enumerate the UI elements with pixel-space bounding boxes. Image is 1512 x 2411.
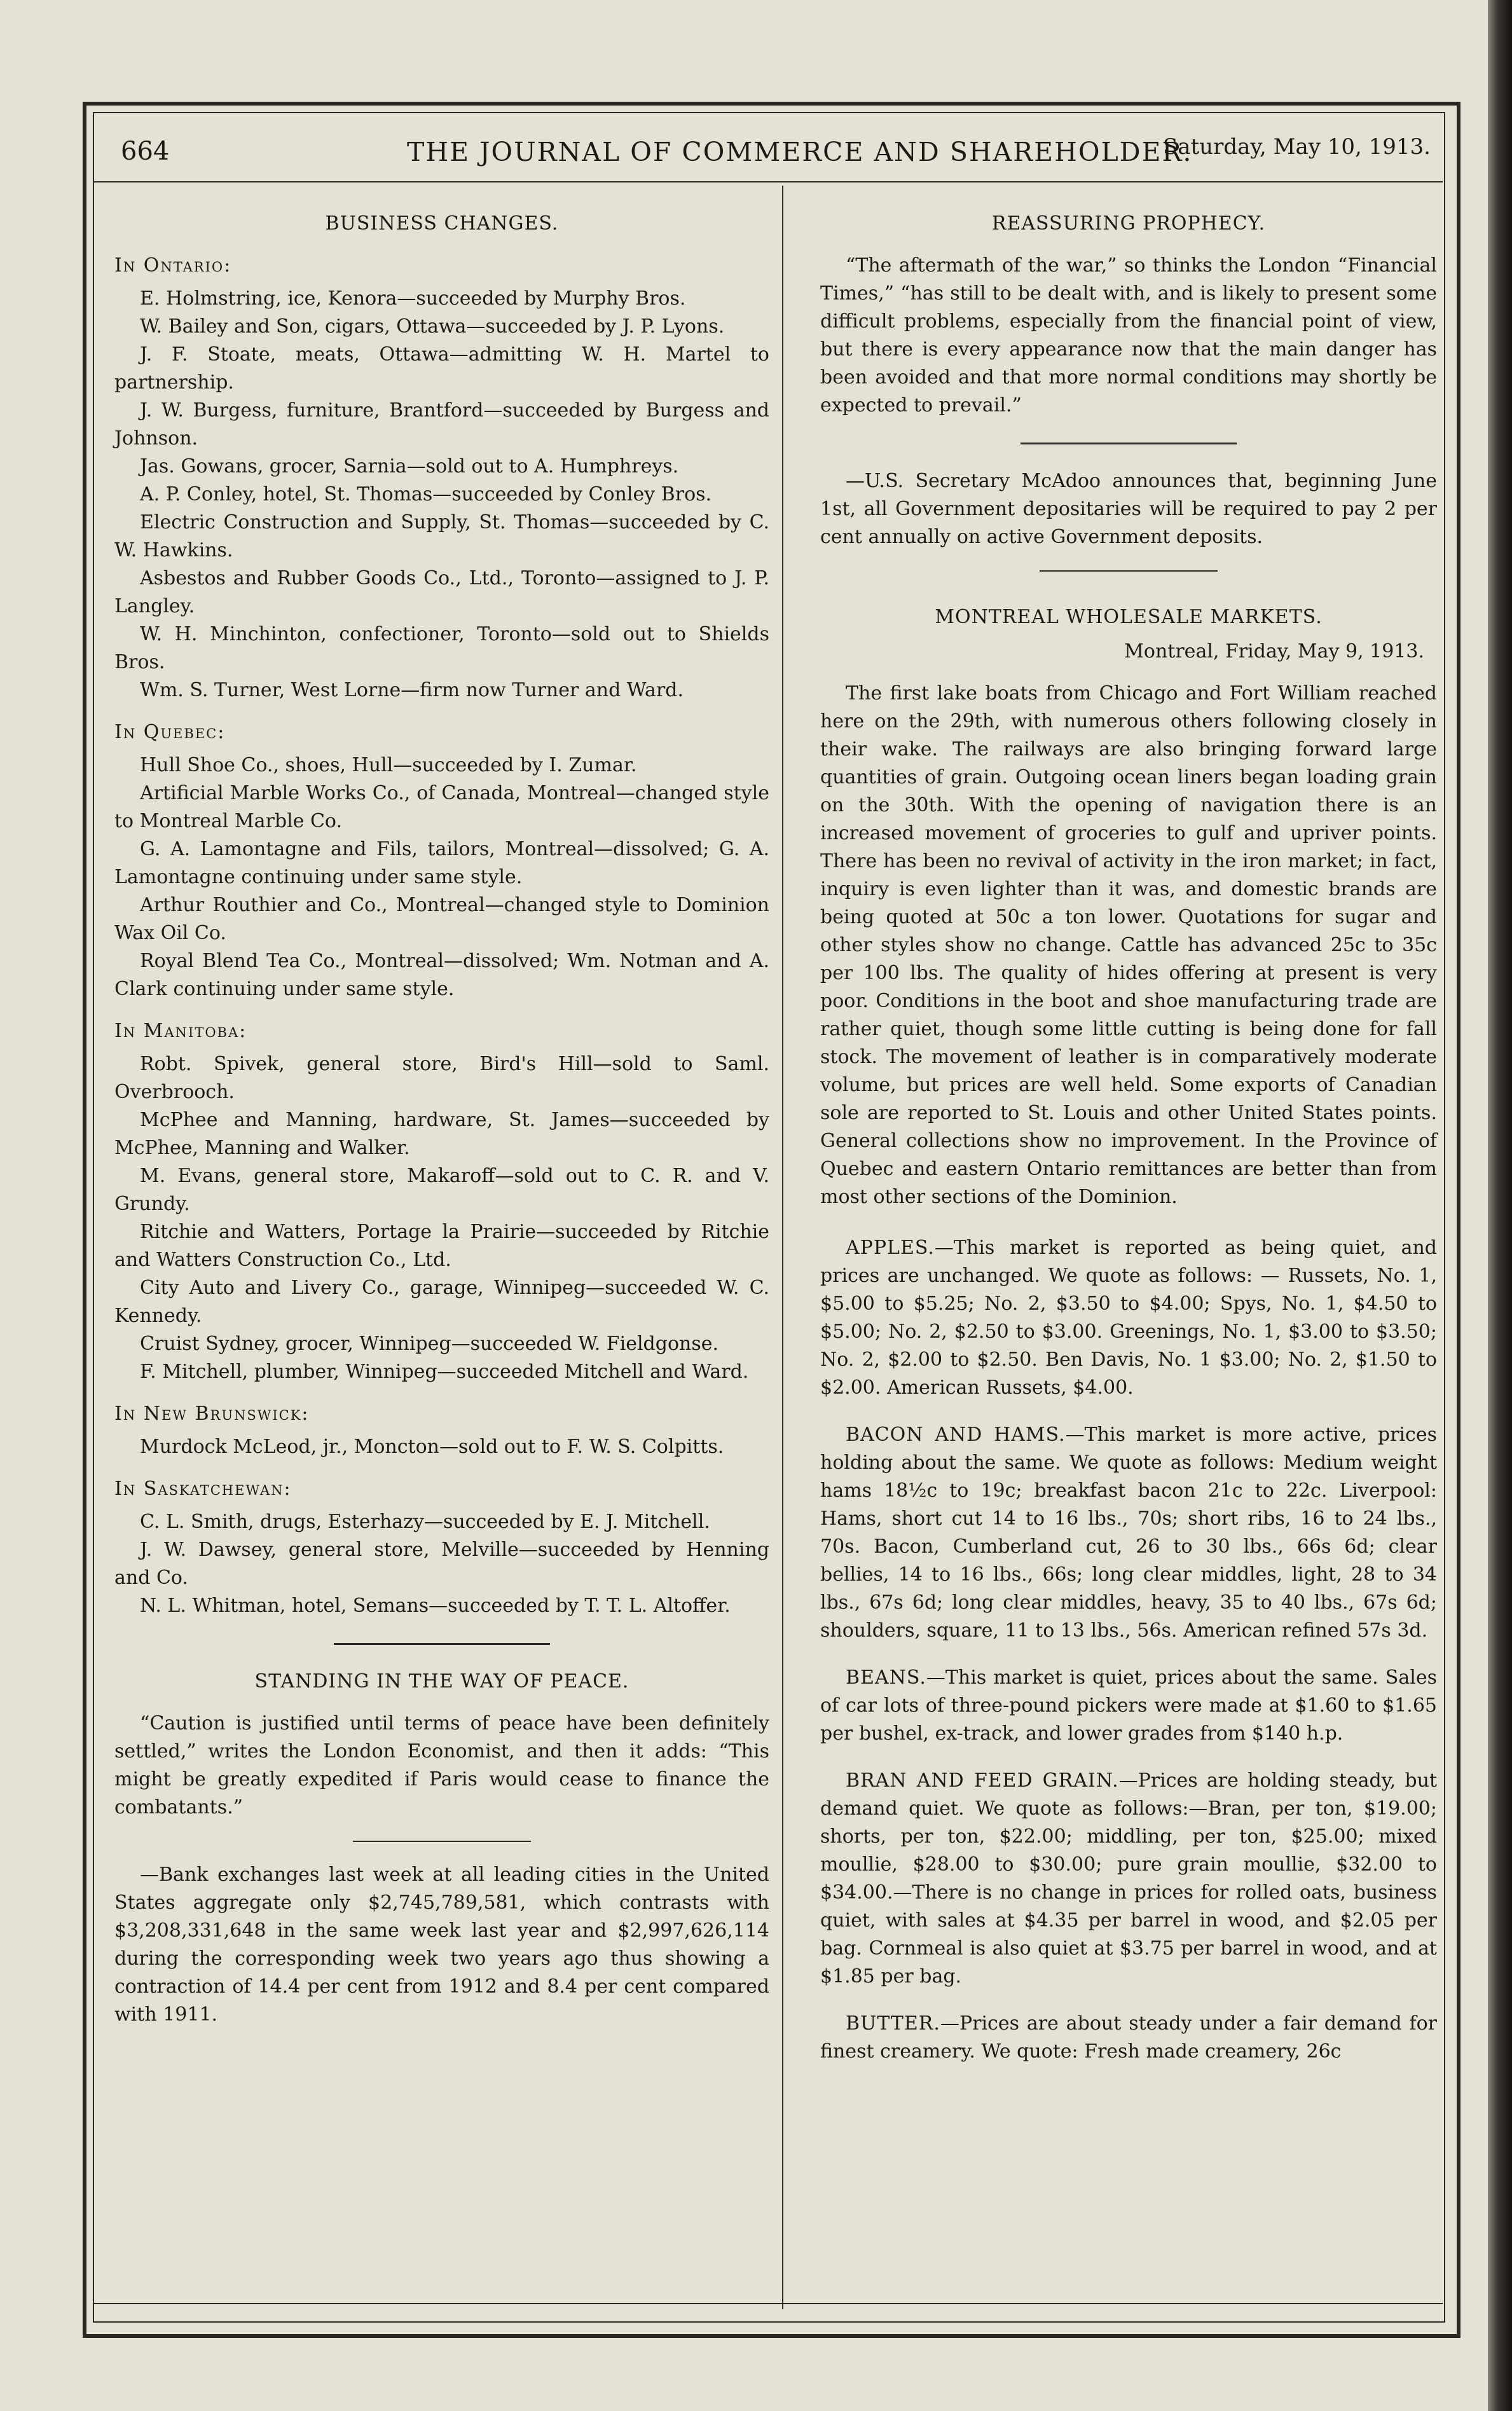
market-item xyxy=(820,1767,1437,1991)
issue-date: Saturday, May 10, 1913. xyxy=(1162,134,1431,160)
province-heading: In Saskatchewan: xyxy=(114,1478,292,1500)
business-change-entry: G. A. Lamontagne and Fils, tailors, Montreal—dissolved; G. A. Lamontagne continuing under same style. xyxy=(114,838,769,888)
business-change-entry: W. H. Minchinton, confectioner, Toronto—sold out to Shields Bros. xyxy=(114,623,769,673)
section-rule xyxy=(353,1841,531,1842)
business-changes-sections xyxy=(114,252,769,1620)
business-change-entry: Arthur Routhier and Co., Montreal—changed style to Dominion Wax Oil Co. xyxy=(114,894,769,944)
masthead-title: THE JOURNAL OF COMMERCE AND SHAREHOLDER. xyxy=(407,137,1193,167)
right-column xyxy=(788,203,1437,2085)
business-change-entry: N. L. Whitman, hotel, Semans—succeeded by T. T. L. Altoffer. xyxy=(140,1595,731,1617)
bank-exchanges-body: —Bank exchanges last week at all leading cities in the United States aggregate only $2,745,789,581, which contrasts with $3,208,331,648 in the same week last year and $2,997,626,114 during the corresponding week two years ago thus showing a contraction of 14.4 per cent from 1912 and 8.4 per cent compared with 1911. xyxy=(114,1864,769,2026)
market-item-text: —This market is quiet, prices about the same. Sales of car lots of three-pound pickers were made at $1.60 to $1.65 per bushel, ex-track, and lower grades from $140 h.p. xyxy=(820,1666,1437,1745)
section-rule xyxy=(1040,570,1218,572)
market-item-heading: BUTTER. xyxy=(846,2012,940,2035)
page-header xyxy=(102,130,1437,175)
province-heading: In Manitoba: xyxy=(114,1020,247,1042)
reassuring-prophecy-body: “The aftermath of the war,” so thinks the London “Financial Times,” “has still to be dealt with, and is likely to present some difficult problems, especially from the financial point of view, but there is every appearance now that the main danger has been avoided and that more normal conditions may shortly be expected to prevail.” xyxy=(820,254,1437,416)
business-change-entry: M. Evans, general store, Makaroff—sold out to C. R. and V. Grundy. xyxy=(114,1165,769,1215)
markets-dateline: Montreal, Friday, May 9, 1913. xyxy=(1124,640,1424,663)
mcadoo-notice: —U.S. Secretary McAdoo announces that, beginning June 1st, all Government depositaries will be required to pay 2 per cent annually on active Government deposits. xyxy=(820,470,1437,548)
business-change-entry: Wm. S. Turner, West Lorne—firm now Turner and Ward. xyxy=(140,679,684,701)
business-change-entry: Jas. Gowans, grocer, Sarnia—sold out to A. Humphreys. xyxy=(140,455,679,477)
business-change-entry: F. Mitchell, plumber, Winnipeg—succeeded Mitchell and Ward. xyxy=(140,1361,749,1383)
business-change-entry: A. P. Conley, hotel, St. Thomas—succeeded by Conley Bros. xyxy=(140,483,712,505)
business-change-entry: Cruist Sydney, grocer, Winnipeg—succeeded W. Fieldgonse. xyxy=(140,1333,719,1355)
reassuring-prophecy-title: REASSURING PROPHECY. xyxy=(991,212,1266,235)
business-change-entry: Ritchie and Watters, Portage la Prairie—succeeded by Ritchie and Watters Construction Co., Ltd. xyxy=(114,1221,769,1271)
book-spine-shadow xyxy=(1488,0,1512,2411)
market-item xyxy=(820,2010,1437,2066)
market-item-heading: BACON AND HAMS. xyxy=(846,1424,1066,1446)
market-item-heading: BRAN AND FEED GRAIN. xyxy=(846,1769,1119,1792)
column-divider xyxy=(782,186,783,2309)
business-change-entry: McPhee and Manning, hardware, St. James—succeeded by McPhee, Manning and Walker. xyxy=(114,1109,769,1159)
market-item xyxy=(820,1234,1437,1402)
province-heading: In Ontario: xyxy=(114,254,232,277)
market-item-text: —This market is reported as being quiet, and prices are unchanged. We quote as follows: — Russets, No. 1, $5.00 to $5.25; No. 2, $3.50 to $4.00; Spys, No. 1, $4.50 to $5.00; No. 2, $2.50 to $3.00. Greenings, No. 1, $3.00 to $3.50; No. 2, $2.00 to $2.50. Ben Davis, No. 1 $3.00; No. 2, $1.50 to $2.00. American Russets, $4.00. xyxy=(820,1237,1437,1399)
business-change-entry: Robt. Spivek, general store, Bird's Hill—sold to Saml. Overbrooch. xyxy=(114,1053,769,1103)
market-item-text: —Prices are about steady under a fair demand for finest creamery. We quote: Fresh made creamery, 26c xyxy=(820,2012,1437,2063)
markets-title: MONTREAL WHOLESALE MARKETS. xyxy=(935,606,1323,628)
business-change-entry: E. Holmstring, ice, Kenora—succeeded by Murphy Bros. xyxy=(140,287,686,310)
business-change-entry: C. L. Smith, drugs, Esterhazy—succeeded by E. J. Mitchell. xyxy=(140,1511,710,1533)
market-item-text: —Prices are holding steady, but demand quiet. We quote as follows:—Bran, per ton, $19.00; shorts, per ton, $22.00; middling, per ton, $25.00; mixed moullie, $28.00 to $30.00; pure grain moullie, $32.00 to $34.00.—There is no change in prices for rolled oats, business quiet, with sales at $4.35 per barrel in wood, and $2.05 per bag. Cornmeal is also quiet at $3.75 per barrel in wood, and at $1.85 per bag. xyxy=(820,1769,1437,1988)
market-item-heading: APPLES. xyxy=(846,1237,935,1259)
business-changes-title: BUSINESS CHANGES. xyxy=(325,212,559,235)
business-change-entry: Murdock McLeod, jr., Moncton—sold out to F. W. S. Colpitts. xyxy=(140,1436,724,1458)
business-change-entry: Electric Construction and Supply, St. Thomas—succeeded by C. W. Hawkins. xyxy=(114,511,769,561)
section-rule xyxy=(334,1643,550,1645)
business-change-entry: W. Bailey and Son, cigars, Ottawa—succeeded by J. P. Lyons. xyxy=(140,315,725,338)
market-items xyxy=(820,1234,1437,2066)
business-change-entry: City Auto and Livery Co., garage, Winnipeg—succeeded W. C. Kennedy. xyxy=(114,1277,769,1327)
standing-in-way-body: “Caution is justified until terms of peace have been definitely settled,” writes the London Economist, and then it adds: “This might be greatly expedited if Paris would cease to finance the combatants.” xyxy=(114,1712,769,1818)
province-heading: In Quebec: xyxy=(114,721,226,743)
business-change-entry: Royal Blend Tea Co., Montreal—dissolved; Wm. Notman and A. Clark continuing under same style. xyxy=(114,950,769,1000)
business-change-entry: Hull Shoe Co., shoes, Hull—succeeded by I. Zumar. xyxy=(140,754,637,776)
standing-in-way-title: STANDING IN THE WAY OF PEACE. xyxy=(254,1670,629,1693)
market-item xyxy=(820,1664,1437,1748)
business-change-entry: J. F. Stoate, meats, Ottawa—admitting W. H. Martel to partnership. xyxy=(114,343,769,394)
market-item-text: —This market is more active, prices holding about the same. We quote as follows: Medium weight hams 18½c to 19c; breakfast bacon 21c to 22c. Liverpool: Hams, short cut 14 to 16 lbs., 70s; short ribs, 16 to 24 lbs., 70s. Bacon, Cumberland cut, 26 to 30 lbs., 66s 6d; clear bellies, 14 to 16 lbs., 66s; long clear middles, light, 28 to 34 lbs., 67s 6d; long clear middles, heavy, 35 to 40 lbs., 67s 6d; shoulders, square, 11 to 13 lbs., 56s. American refined 57s 3d. xyxy=(820,1424,1437,1642)
market-item-heading: BEANS. xyxy=(846,1666,926,1689)
section-rule xyxy=(1021,443,1237,444)
markets-intro: The first lake boats from Chicago and Fort William reached here on the 29th, with numerous others following closely in their wake. The railways are also bringing forward large quantities of grain. Outgoing ocean liners began loading grain on the 30th. With the opening of navigation there is an increased movement of groceries to gulf and upriver points. There has been no revival of activity in the iron market; in fact, inquiry is even lighter than it was, and domestic brands are being quoted at 50c a ton lower. Quotations for sugar and other styles show no change. Cattle has advanced 25c to 35c per 100 lbs. The quality of hides offering at present is very poor. Conditions in the boot and shoe manufacturing trade are rather quiet, though some little cutting is being done for fall stock. The movement of leather is in comparatively moderate volume, but prices are well held. Some exports of Canadian sole are reported to St. Louis and other United States points. General collections show no improvement. In the Province of Quebec and eastern Ontario remittances are better than from most other sections of the Dominion. xyxy=(820,682,1437,1208)
business-change-entry: J. W. Burgess, furniture, Brantford—succeeded by Burgess and Johnson. xyxy=(114,399,769,450)
footer-rule xyxy=(93,2303,1443,2304)
market-item xyxy=(820,1421,1437,1645)
business-change-entry: J. W. Dawsey, general store, Melville—succeeded by Henning and Co. xyxy=(114,1539,769,1589)
business-change-entry: Asbestos and Rubber Goods Co., Ltd., Toronto—assigned to J. P. Langley. xyxy=(114,567,769,617)
business-change-entry: Artificial Marble Works Co., of Canada, Montreal—changed style to Montreal Marble Co. xyxy=(114,782,769,832)
left-column xyxy=(114,203,769,2029)
page-number: 664 xyxy=(121,137,170,166)
province-heading: In New Brunswick: xyxy=(114,1403,310,1425)
header-rule xyxy=(93,181,1443,182)
